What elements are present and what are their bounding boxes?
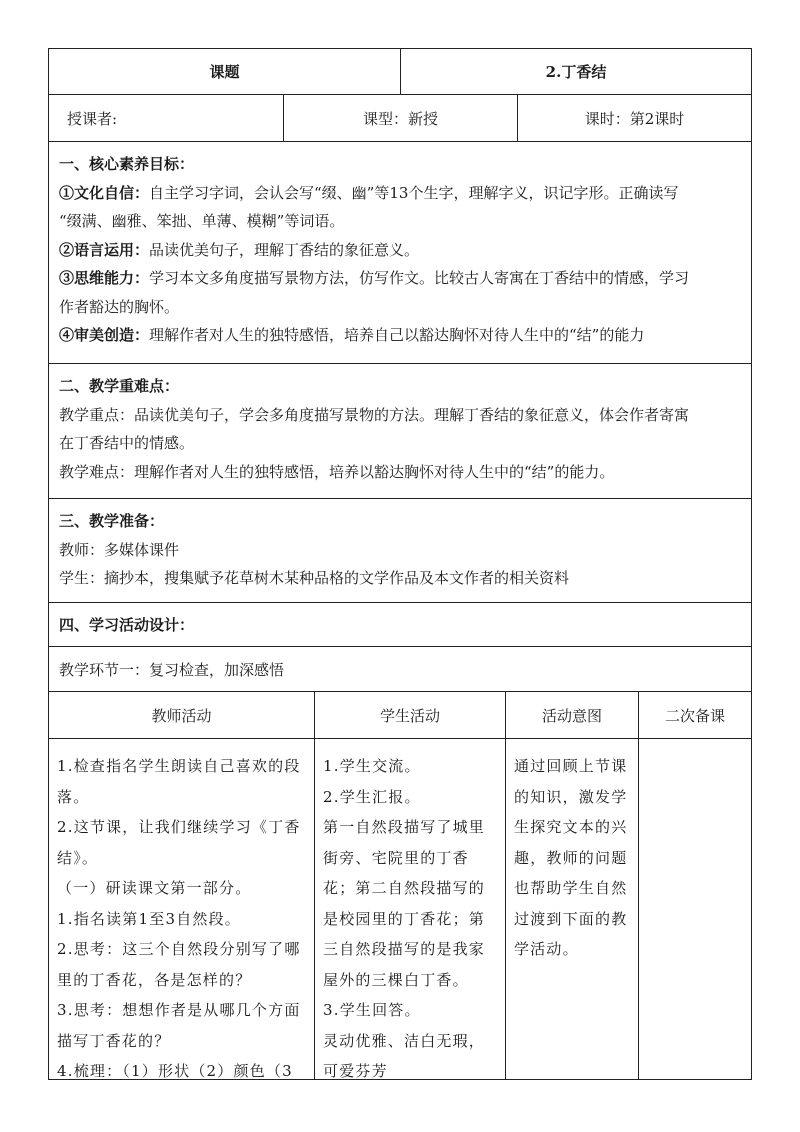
core-goals-section	[49, 142, 751, 364]
section-heading: 四、学习活动设计：	[59, 616, 195, 634]
goal-text: 自主学习字词，会认会写“缀、幽”等13个生字，理解字义，识记字形。正确读写	[149, 183, 679, 202]
activity-intent-line: 过渡到下面的教	[514, 909, 628, 928]
teacher-activity-line: 2.这节课，让我们继续学习《丁香	[57, 818, 301, 836]
goal-item	[59, 179, 741, 208]
goal-text: 品读优美句子，理解丁香结的象征意义。	[149, 240, 420, 259]
student-activity-cell	[315, 739, 506, 1079]
activity-intent-line: 生探究文本的兴	[514, 818, 628, 836]
goal-label: ①文化自信：	[59, 183, 150, 202]
header-activity-intent: 活动意图	[506, 692, 639, 738]
teacher-activity-line: 3.思考：想想作者是从哪几个方面	[57, 1001, 301, 1019]
teacher-activity-line: （一）研读课文第一部分。	[57, 879, 252, 897]
goal-text-continued: “缀满、幽雅、笨拙、单薄、模糊”等词语。	[59, 212, 345, 230]
student-activity-line: 1.学生交流。	[323, 757, 421, 775]
topic-value: 2.丁香结	[545, 63, 607, 81]
teacher-activity-cell	[49, 739, 315, 1079]
student-activity-line: 2.学生汇报。	[323, 787, 421, 806]
topic-label: 课题	[49, 49, 401, 94]
goal-label: ②语言运用：	[59, 240, 150, 259]
lesson-type: 课型：新授	[284, 95, 518, 141]
student-activity-line: 是校园里的丁香花；第	[323, 909, 486, 928]
key-points-section	[49, 364, 751, 499]
activity-intent-line: 学活动。	[514, 940, 579, 958]
section-heading: 三、教学准备：	[59, 512, 165, 530]
goal-text: 学习本文多角度描写景物方法，仿写作文。比较古人寄寓在丁香结中的情感，学习	[149, 269, 690, 287]
teacher-activity-line: 里的丁香花，各是怎样的？	[57, 970, 252, 989]
header-student-activity: 学生活动	[315, 692, 506, 738]
teacher-activity-line: 落。	[57, 787, 90, 806]
topic-row	[49, 49, 751, 95]
student-activity-line: 街旁、宅院里的丁香	[323, 848, 469, 867]
goal-text: 理解作者对人生的独特感悟，培养自己以豁达胸怀对待人生中的“结”的能力	[149, 326, 645, 344]
section-heading: 二、教学重难点：	[59, 377, 180, 395]
section-heading: 一、核心素养目标：	[59, 155, 195, 173]
key-point-text: 教学重点：品读优美句子，学会多角度描写景物的方法。理解丁香结的象征意义，体会作者寄寓	[59, 405, 690, 424]
teacher-activity-line: 4.梳理：（1）形状（2）颜色（3	[57, 1062, 293, 1080]
teaching-step: 教学环节一：复习检查，加深感悟	[59, 661, 285, 679]
goal-text-continued: 作者豁达的胸怀。	[59, 297, 180, 316]
goal-label: ④审美创造：	[59, 326, 150, 344]
activity-intent-line: 的知识，激发学	[514, 787, 628, 806]
student-activity-line: 屋外的三棵白丁香。	[323, 970, 469, 989]
preparation-text: 学生：摘抄本，搜集赋予花草树木某种品格的文学作品及本文作者的相关资料	[59, 569, 570, 587]
header-second-prep: 二次备课	[664, 706, 725, 725]
teacher-activity-line: 描写丁香花的？	[57, 1031, 171, 1050]
header-teacher-activity: 教师活动	[49, 692, 315, 738]
teacher-activity-line: 1.检查指名学生朗读自己喜欢的段	[57, 757, 301, 775]
activity-intent-cell	[506, 739, 639, 1079]
activity-intent-line: 也帮助学生自然	[514, 879, 628, 897]
activity-table-body	[49, 739, 751, 1079]
goal-item	[59, 264, 741, 293]
activity-design-section	[49, 603, 751, 647]
student-activity-line: 第一自然段描写了城里	[323, 818, 486, 836]
student-activity-line: 可爱芬芳	[323, 1062, 388, 1080]
lesson-hours: 课时：第2课时	[584, 109, 685, 128]
second-prep-cell	[639, 739, 751, 1079]
info-row	[49, 95, 751, 142]
teacher-label: 授课者:	[49, 95, 284, 141]
preparation-text: 教师：多媒体课件	[59, 540, 180, 559]
teacher-activity-line: 结》。	[57, 848, 99, 867]
teacher-activity-line: 2.思考：这三个自然段分别写了哪	[57, 940, 301, 958]
goal-item	[59, 321, 741, 350]
activity-intent-line: 通过回顾上节课	[514, 757, 628, 775]
key-point-text: 在丁香结中的情感。	[59, 434, 195, 452]
student-activity-line: 3.学生回答。	[323, 1001, 421, 1019]
student-activity-line: 花；第二自然段描写的	[323, 879, 486, 897]
goal-label: ③思维能力：	[59, 269, 150, 287]
key-point-text: 教学难点：理解作者对人生的独特感悟，培养以豁达胸怀对待人生中的“结”的能力。	[59, 462, 615, 481]
student-activity-line: 灵动优雅、洁白无瑕，	[323, 1031, 486, 1050]
teaching-step-row	[49, 647, 751, 692]
teacher-activity-line: 1.指名读第1至3自然段。	[57, 909, 241, 928]
preparation-section	[49, 499, 751, 603]
lesson-plan-page	[48, 48, 752, 1080]
activity-table-header	[49, 692, 751, 739]
goal-item	[59, 236, 741, 265]
student-activity-line: 三自然段描写的是我家	[323, 940, 486, 958]
activity-intent-line: 趣，教师的问题	[514, 848, 628, 867]
